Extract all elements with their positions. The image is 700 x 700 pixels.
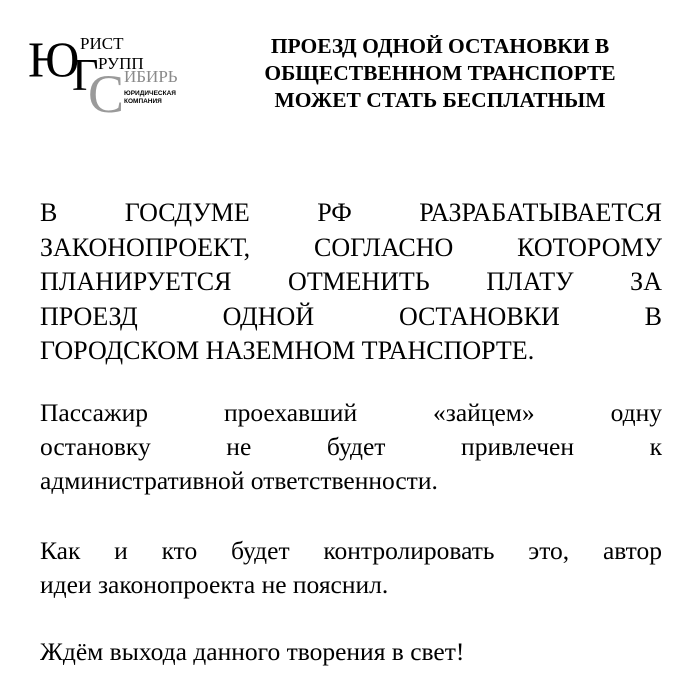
headline-line: ПРОЕЗД ОДНОЙ ОСТАНОВКИ В xyxy=(270,34,610,58)
paragraph-line: идеи законопроекта не пояснил. xyxy=(40,570,389,599)
paragraph-line: ПРОЕЗД ОДНОЙ ОСТАНОВКИ В xyxy=(40,301,662,331)
headline-line: МОЖЕТ СТАТЬ БЕСПЛАТНЫМ xyxy=(274,88,606,112)
paragraph-announcement xyxy=(40,196,662,369)
logo-mark xyxy=(28,32,198,118)
logo-word-rist: РИСТ xyxy=(80,34,124,53)
paragraph-passenger xyxy=(40,396,662,498)
paragraph-line: ГОРОДСКОМ НАЗЕМНОМ ТРАНСПОРТЕ. xyxy=(40,336,535,365)
logo-word-rupp: РУПП xyxy=(98,54,144,73)
paragraph-line: административной ответственности. xyxy=(40,466,438,495)
paragraph-line: ЗАКОНОПРОЕКТ, СОГЛАСНО КОТОРОМУ xyxy=(40,232,662,262)
headline xyxy=(205,33,675,114)
paragraph-line: Ждём выхода данного творения в свет! xyxy=(40,637,465,666)
logo-letter-s: С xyxy=(88,64,125,118)
paragraph-closing xyxy=(40,635,662,669)
paragraph-line: Пассажир проехавший «зайцем» одну xyxy=(40,398,662,427)
logo-letter-yu: Ю xyxy=(28,32,80,87)
logo-word-ibir: ИБИРЬ xyxy=(124,67,178,86)
logo-caption-line1: ЮРИДИЧЕСКАЯ xyxy=(124,90,176,97)
company-logo xyxy=(28,32,198,118)
logo-letter-g: Г xyxy=(72,49,99,100)
paragraph-line: ПЛАНИРУЕТСЯ ОТМЕНИТЬ ПЛАТУ ЗА xyxy=(40,267,662,296)
paragraph-line: В ГОСДУМЕ РФ РАЗРАБАТЫВАЕТСЯ xyxy=(40,198,662,227)
headline-line: ОБЩЕСТВЕННОМ ТРАНСПОРТЕ xyxy=(264,61,616,85)
paragraph-line: остановку не будет привлечен к xyxy=(40,432,662,461)
paragraph-line: Как и кто будет контролировать это, автор xyxy=(40,536,662,565)
paragraph-control xyxy=(40,534,662,602)
logo-caption-line2: КОМПАНИЯ xyxy=(124,98,162,105)
